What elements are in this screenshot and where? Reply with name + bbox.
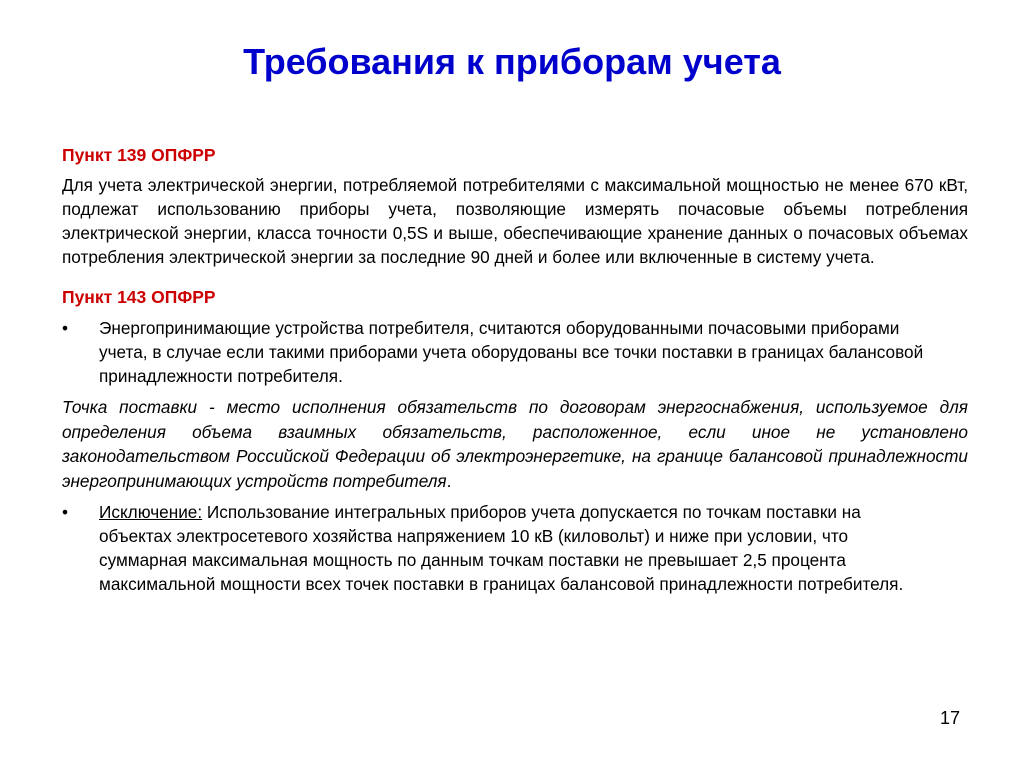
bullet-text-exception [99, 500, 968, 596]
bullet-item-equipped [62, 316, 968, 388]
slide-content [62, 143, 968, 596]
exception-label: Исключение: [99, 502, 203, 522]
section-139-paragraph: Для учета электрической энергии, потребляемой потребителями с максимальной мощностью не менее 670 кВт, подлежат использованию приборы учета, позволяющие измерять почасовые объемы потребления электрической энергии, класса точности 0,5S и выше, обеспечивающие хранение данных о почасовых объемах потребления электрической энергии за последние 90 дней и более или включенные в систему учета. [62, 175, 968, 267]
section-gap [62, 269, 968, 285]
definition-text: Точка поставки - место исполнения обязательств по договорам энергоснабжения, используемое для определения объема взаимных обязательств, расположенное, если иное не установлено законодательством Российской Федерации об электроэнергетике, на границе балансовой принадлежности энергопринимающих устройств потребителя [62, 397, 968, 491]
slide-title: Требования к приборам учета [243, 41, 781, 82]
definition-period: . [446, 470, 452, 491]
bullet-icon: • [62, 502, 69, 522]
bullet-icon: • [62, 318, 69, 338]
exception-text: Использование интегральных приборов учета допускается по точкам поставки на объектах электросетевого хозяйства напряжением 10 кВ (киловольт) и ниже при условии, что суммарная максимальная мощность по данным точкам поставки не превышает 2,5 процента максимальной мощности всех точек поставки в границах балансовой принадлежности потребителя. [99, 502, 904, 594]
delivery-point-definition [62, 395, 968, 493]
page-number: 17 [939, 708, 961, 728]
bullet-text-equipped: Энергопринимающие устройства потребителя, считаются оборудованными почасовыми приборами учета, в случае если такими приборами учета оборудованы все точки поставки в границах балансовой принадлежности потребителя. [99, 318, 924, 386]
section-heading-139: Пункт 139 ОПФРР [62, 145, 216, 165]
section-heading-143: Пункт 143 ОПФРР [62, 287, 216, 307]
bullet-item-exception [62, 500, 968, 596]
